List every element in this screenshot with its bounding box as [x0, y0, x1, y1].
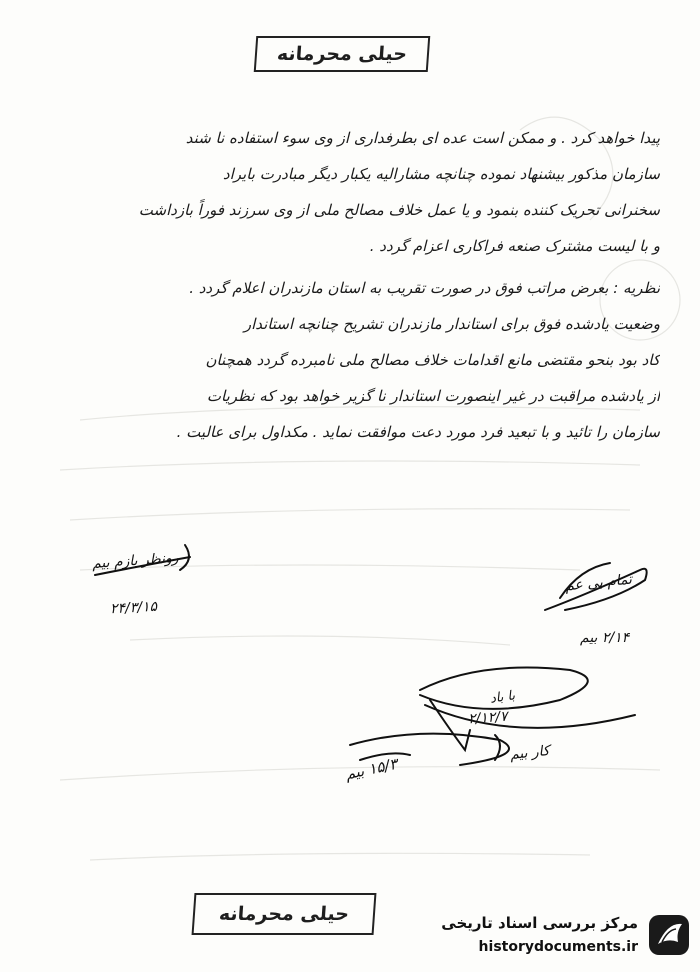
archive-url: historydocuments.ir — [478, 939, 638, 955]
classification-stamp-bottom: حیلی محرمانه — [192, 893, 377, 935]
text-line: نظریه : بعرض مراتب فوق در صورت تقریب به استان مازندران اعلام گردد . — [189, 279, 660, 297]
signature-bottom-date: ۱۵/۳ بیم — [343, 754, 399, 784]
text-line: از یادشده مراقبت در غیر اینصورت استاندار نا گزیر خواهد بود که نظریات — [206, 387, 660, 405]
text-line: وضعیت یادشده فوق برای استاندار مازندران تشریح چنانچه استاندار — [243, 315, 660, 333]
signature-middle-name: با باد — [489, 688, 517, 707]
signature-right-date: ۲/۱۴ بیم — [580, 630, 630, 646]
text-line: سخنرانی تحریک کننده بنمود و یا عمل خلاف مصالح ملی از وی سرزند فوراً بازداشت — [138, 201, 660, 219]
signature-left-name: رونظر بازم بیم — [91, 550, 180, 572]
text-line: پیدا خواهد کرد . و ممکن است عده ای بطرفداری از وی سوء استفاده نا شند — [185, 129, 660, 147]
text-line: سازمان را تائید و با تبعید فرد مورد دعت موافقت نماید . مکداول برای عالیت . — [176, 423, 660, 441]
signature-left-date: ۲۴/۳/۱۵ — [109, 598, 158, 618]
text-line: سازمان مذکور بیشنهاد نموده چنانچه مشارالیه یکبار دیگر مبادرت بایراد — [222, 165, 660, 183]
text-line: کاد بود بنحو مقتضی مانع اقدامات خلاف مصالح ملی نامبرده گردد همچنان — [205, 351, 660, 369]
classification-stamp-top: حیلی محرمانه — [254, 36, 431, 72]
archive-logo-icon — [646, 912, 692, 958]
archive-title: مرکز بررسی اسناد تاریخی — [441, 914, 638, 932]
signature-bottom-name: کار بیم — [509, 742, 551, 764]
archive-watermark — [410, 908, 692, 966]
signature-right-name: تمام بی عم — [564, 571, 633, 595]
text-line: و با لیست مشترک صنعه فراکاری اعزام گردد . — [369, 237, 660, 255]
signature-middle-date: ۲/۱۲/۷ — [467, 708, 509, 728]
